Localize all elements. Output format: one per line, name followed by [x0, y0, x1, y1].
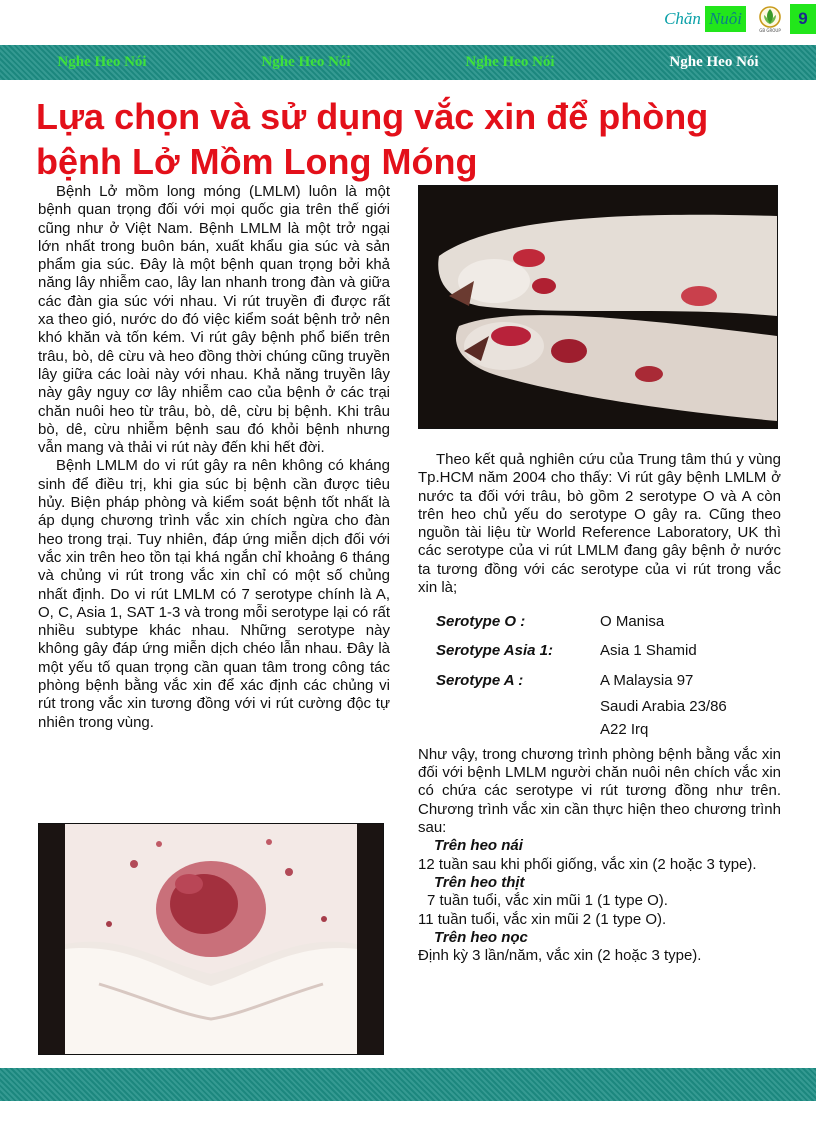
serotype-label: Serotype Asia 1: [436, 642, 553, 660]
serotype-value: A22 Irq [600, 721, 649, 739]
table-row [436, 696, 727, 719]
schedule-text: Định kỳ 3 lần/năm, vắc xin (2 hoặc 3 type). [418, 947, 702, 965]
body-paragraph: Bệnh LMLM do vi rút gây ra nên không có kháng sinh để điều trị, khi gia súc bị bệnh cần được tiêu hủy. Biện pháp phòng và kiểm soát bệnh tốt nhất là áp dụng chương trình vắc xin chích ngừa cho đàn heo trong trại. Tuy nhiên, đáp ứng miễn dịch đối với vắc xin trên heo tồn tại khá ngắn chỉ khoảng 6 tháng và chủng vi rút trong vắc xin chỉ có một số chủng nhất định. Do vi rút LMLM có 7 serotype chính là A, O, C, Asia 1, SAT 1-3 và trong mỗi serotype lại có rất nhiều subtype khác nhau. Những serotype này không gây đáp ứng miễn dịch chéo lẫn nhau. Đây là một yếu tố quan trọng cần quan tâm trong công tác phòng bệnh bằng vắc xin để xác định các chủng vi rút trong vắc xin tương đồng với vi rút cường độc tự nhiên trong vùng. [38, 457, 390, 731]
table-row [436, 666, 727, 696]
page-number: 9 [790, 4, 816, 34]
section-label: Nghe Heo Nói [57, 54, 147, 70]
schedule-text: 7 tuần tuổi, vắc xin mũi 1 (1 type O). [427, 892, 668, 910]
section-label: Nghe Heo Nói [465, 54, 555, 70]
serotype-value: Saudi Arabia 23/86 [600, 698, 727, 716]
table-row [436, 719, 727, 742]
photo-pig-snout-lesion [38, 823, 384, 1055]
schedule-heading: Trên heo nọc [434, 928, 528, 946]
schedule-text: 12 tuần sau khi phối giống, vắc xin (2 hoặc 3 type). [418, 855, 757, 873]
serotype-label: Serotype O : [436, 612, 526, 630]
body-paragraph: Bệnh Lở mồm long móng (LMLM) luôn là một bệnh quan trọng đối với mọi quốc gia trên thế giới cũng như ở Việt Nam. Bệnh LMLM là một trở ngại lớn nhất trong buôn bán, xuất khẩu gia súc và sản phẩm gia súc. Đây là một bệnh quan trọng bởi khả năng lây nhiễm cao, lây lan nhanh trong đàn và giữa các đàn gia súc với nhau. Vi rút truyền đi được rất xa theo gió, nước do đó việc kiểm soát bệnh trở nên khó khăn và tốn kém. Vi rút gây bệnh phổ biến trên trâu, bò, dê cừu và heo đồng thời chúng cũng truyền lây giữa các loài này với nhau. Khả năng truyền lây này gây nguy cơ lây nhiễm cao của bệnh ở các trại chăn nuôi heo từ trâu, bò, dê, cừu bị bệnh. Khi trâu bò, dê, cừu nhiễm bệnh sau đó khỏi bệnh nhưng vẫn mang và thải vi rút này đến khi hết đời. [38, 183, 390, 457]
body-paragraph: Theo kết quả nghiên cứu của Trung tâm thú y vùng Tp.HCM năm 2004 cho thấy: Vi rút gây bệnh LMLM ở nước ta đối với trâu, bò gồm 2 serotype O và A còn trên heo chủ yếu do serotype O gây ra. Cũng theo nguồn tài liệu từ World Reference Laboratory, UK thì các serotype của vi rút LMLM đang gây bệnh ở nước ta tương đồng với các serotype của vi rút trong vắc xin là; [418, 451, 781, 597]
section-label: Nghe Heo Nói [261, 54, 351, 70]
brand-logo-text: GB GROUP [759, 28, 781, 33]
right-column [418, 451, 781, 965]
serotype-value: A Malaysia 97 [600, 671, 694, 689]
body-paragraph: Như vậy, trong chương trình phòng bệnh bằng vắc xin đối với bệnh LMLM người chăn nuôi nên chích vắc xin có chứa các serotype vi rút tương đồng như trên. Chương trình vắc xin cần thực hiện theo chương trình sau: [418, 745, 781, 837]
left-column [38, 183, 390, 732]
article-title: Lựa chọn và sử dụng vắc xin để phòng bệnh Lở Mồm Long Móng [36, 96, 709, 182]
photo-pig-hoof-lesions [418, 185, 778, 429]
hoof-lesion-illustration [419, 186, 777, 428]
schedule-heading: Trên heo nái [434, 837, 523, 855]
table-row [436, 607, 727, 637]
footer-band [0, 1068, 816, 1101]
brand-logo-icon [756, 5, 784, 33]
serotype-label: Serotype A : [436, 671, 524, 689]
schedule-text: 11 tuần tuổi, vắc xin mũi 2 (1 type O). [418, 910, 667, 928]
section-label: Nghe Heo Nói [669, 54, 759, 70]
schedule-heading: Trên heo thịt [434, 873, 525, 891]
serotype-value: Asia 1 Shamid [600, 642, 697, 660]
brand-word-nuoi: Nuôi [705, 6, 746, 32]
snout-lesion-illustration [39, 824, 383, 1054]
section-nav-band [0, 45, 816, 80]
table-row [436, 637, 727, 667]
serotype-value: O Manisa [600, 612, 665, 630]
brand-header [664, 4, 816, 34]
serotype-table [436, 607, 727, 742]
brand-word-chan: Chăn [664, 9, 701, 28]
